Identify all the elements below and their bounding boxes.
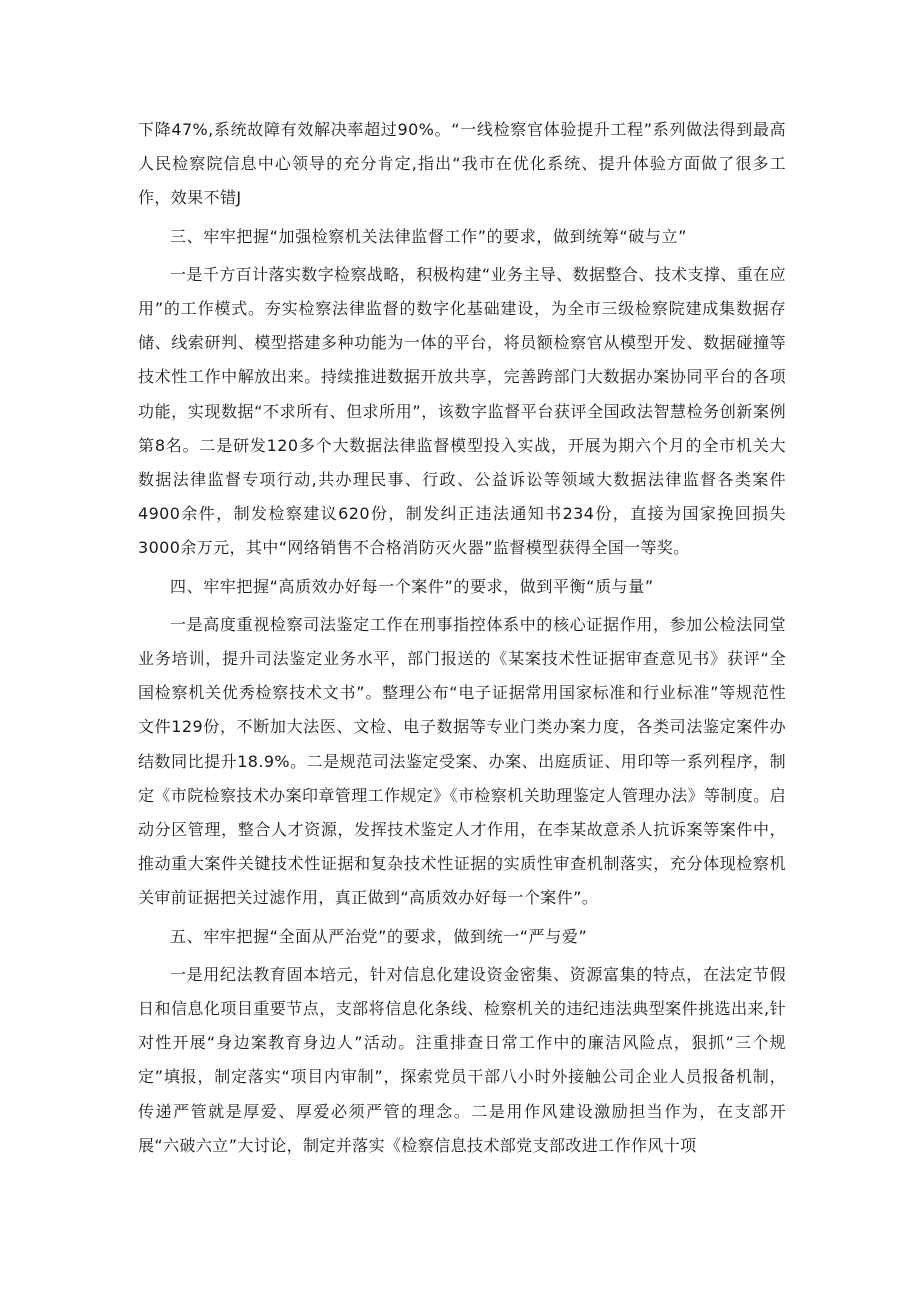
paragraph-continuation: 下降47%,系统故障有效解决率超过90%。“一线检察官体验提升工程”系列做法得到最高人民检察院信息中心领导的充分肯定,指出“我市在优化系统、提升体验方面做了很多工作，效果不错J xyxy=(138,120,786,208)
paragraph-section-4: 一是高度重视检察司法鉴定工作在刑事指控体系中的核心证据作用，参加公检法同堂业务培训，提升司法鉴定业务水平，部门报送的《某案技术性证据审查意见书》获评“全国检察机关优秀检察技术文书”。整理公布“电子证据常用国家标准和行业标准”等规范性文件129份，不断加大法医、文检、电子数据等专业门类办案力度，各类司法鉴定案件办结数同比提升18.9%。二是规范司法鉴定受案、办案、出庭质证、用印等一系列程序，制定《市院检察技术办案印章管理工作规定》《市检察机关助理鉴定人管理办法》等制度。启动分区管理，整合人才资源，发挥技术鉴定人才作用，在李某故意杀人抗诉案等案件中，推动重大案件关键技术性证据和复杂技术性证据的实质性审查机制落实，充分体现检察机关审前证据把关过滤作用，真正做到“高质效办好每一个案件”。 xyxy=(138,614,787,908)
section-heading-3: 三、牢牢把握“加强检察机关法律监督工作”的要求，做到统筹“破与立” xyxy=(170,226,687,246)
section-heading-4: 四、牢牢把握“高质效办好每一个案件”的要求，做到平衡“质与量” xyxy=(170,576,654,596)
document-page xyxy=(138,113,786,1163)
paragraph-section-5: 一是用纪法教育固本培元，针对信息化建设资金密集、资源富集的特点，在法定节假日和信息化项目重要节点，支部将信息化条线、检察机关的违纪违法典型案件挑选出来,针对性开展“身边案教育身边人”活动。注重排查日常工作中的廉洁风险点，狠抓“三个规定”填报，制定落实“项目内审制”，探索党员干部八小时外接触公司企业人员报备机制，传递严管就是厚爱、厚爱必须严管的理念。二是用作风建设激励担当作为，在支部开展“六破六立”大讨论，制定并落实《检察信息技术部党支部改进工作作风十项 xyxy=(138,964,786,1155)
paragraph-section-3: 一是千方百计落实数字检察战略，积极构建“业务主导、数据整合、技术支撑、重在应用”的工作模式。夯实检察法律监督的数字化基础建设，为全市三级检察院建成集数据存储、线索研判、模型搭建多种功能为一体的平台，将员额检察官从模型开发、数据碰撞等技术性工作中解放出来。持续推进数据开放共享，完善跨部门大数据办案协同平台的各项功能，实现数据“不求所有、但求所用”，该数字监督平台获评全国政法智慧检务创新案例第8名。二是研发120多个大数据法律监督模型投入实战，开展为期六个月的全市机关大数据法律监督专项行动,共办理民事、行政、公益诉讼等领域大数据法律监督各类案件4900余件，制发检察建议620份，制发纠正违法通知书234份，直接为国家挽回损失3000余万元，其中“网络销售不合格消防灭火器”监督模型获得全国一等奖。 xyxy=(138,264,786,558)
section-heading-5: 五、牢牢把握“全面从严治党”的要求，做到统一“严与爱” xyxy=(170,926,588,946)
